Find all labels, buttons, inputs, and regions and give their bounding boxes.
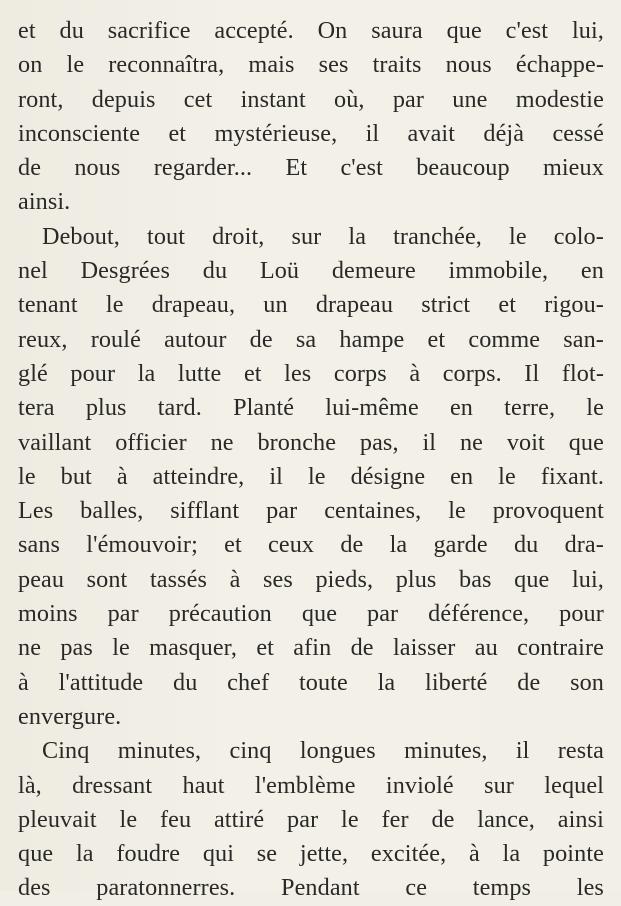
text-line: glé pour la lutte et les corps à corps. Il flot- (18, 359, 604, 387)
text-line: Cinq minutes, cinq longues minutes, il resta (42, 737, 604, 765)
paragraph-3 (18, 734, 604, 905)
text-line: ront, depuis cet instant où, par une modestie (18, 85, 604, 113)
body-text (18, 14, 604, 906)
text-line: ainsi. (18, 188, 71, 216)
text-line: des paratonnerres. Pendant ce temps les (18, 874, 604, 902)
text-line: sans l'émouvoir; et ceux de la garde du dra- (18, 531, 604, 559)
text-line: ne pas le masquer, et afin de laisser au contraire (18, 634, 604, 662)
text-line: Debout, tout droit, sur la tranchée, le colo- (42, 222, 604, 250)
text-line: moins par précaution que par déférence, pour (18, 600, 604, 628)
text-line: le but à atteindre, il le désigne en le fixant. (18, 462, 604, 490)
text-line: que la foudre qui se jette, excitée, à la pointe (18, 840, 604, 868)
text-line: Les balles, sifflant par centaines, le provoquent (18, 497, 604, 525)
text-line: inconsciente et mystérieuse, il avait déjà cessé (18, 119, 604, 147)
text-line: tera plus tard. Planté lui-même en terre, le (18, 394, 604, 422)
text-line: vaillant officier ne bronche pas, il ne voit que (18, 428, 604, 456)
text-line: là, dressant haut l'emblème inviolé sur lequel (18, 771, 604, 799)
paragraph-2 (18, 220, 604, 734)
text-line: nel Desgrées du Loü demeure immobile, en (18, 257, 604, 285)
text-line: et du sacrifice accepté. On saura que c'est lui, (18, 17, 604, 44)
text-line: à l'attitude du chef toute la liberté de son (18, 668, 604, 696)
paragraph-1 (18, 14, 604, 220)
text-line: reux, roulé autour de sa hampe et comme san- (18, 325, 604, 353)
text-line: on le reconnaîtra, mais ses traits nous échappe- (18, 51, 604, 79)
text-line: de nous regarder... Et c'est beaucoup mieux (18, 154, 604, 182)
text-line: envergure. (18, 702, 122, 730)
text-line: pleuvait le feu attiré par le fer de lance, ainsi (18, 805, 604, 833)
text-line: peau sont tassés à ses pieds, plus bas que lui, (18, 565, 604, 593)
text-line: tenant le drapeau, un drapeau strict et rigou- (18, 291, 604, 319)
